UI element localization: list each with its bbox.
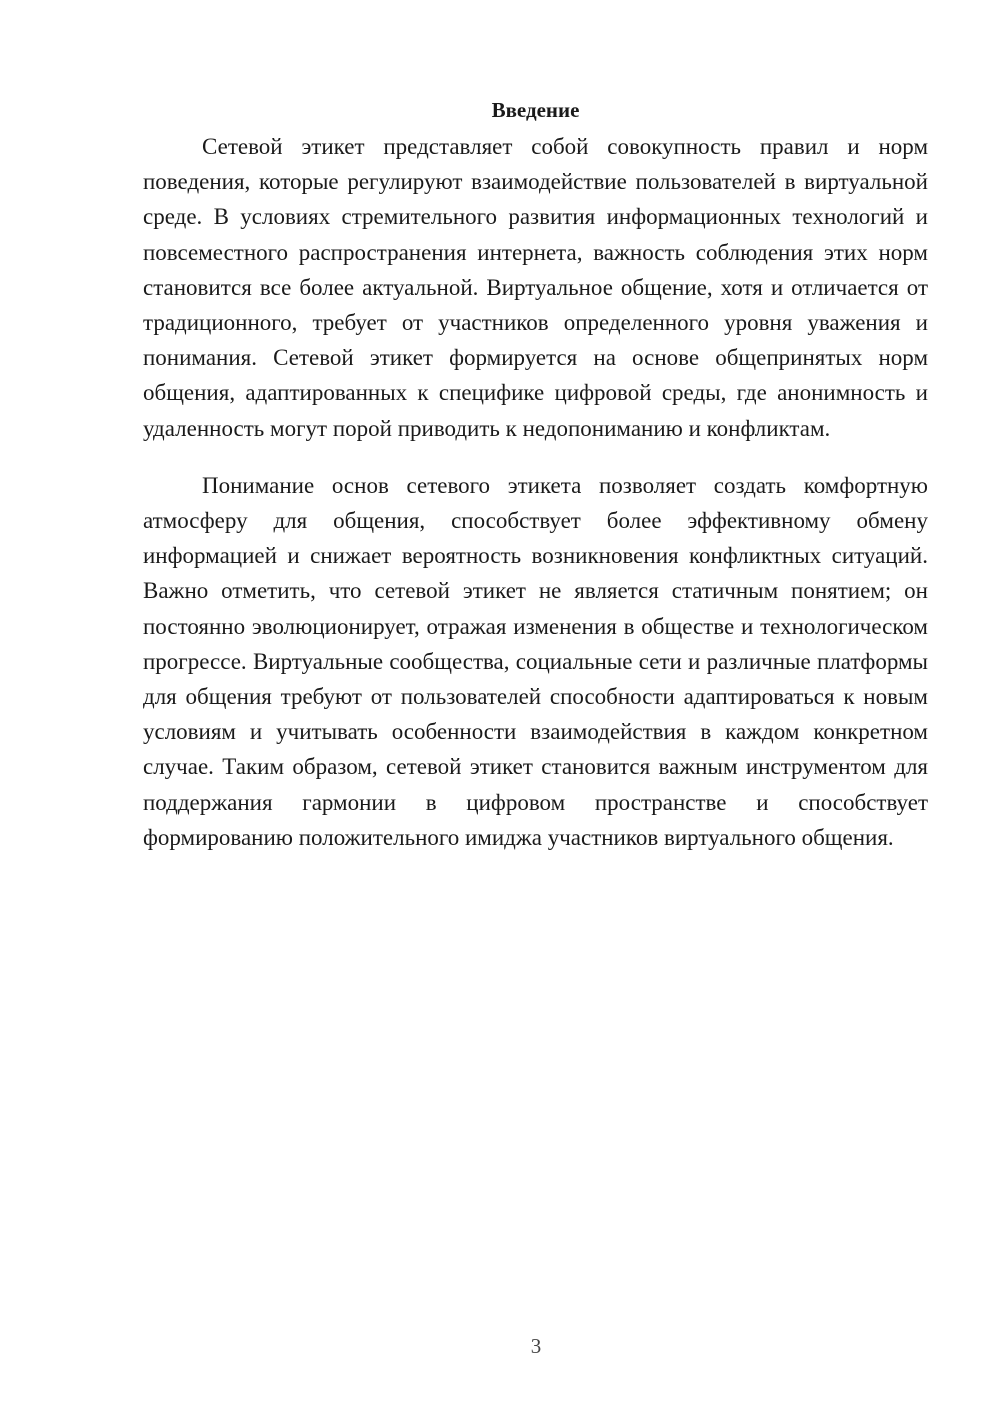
section-heading: Введение <box>491 98 580 122</box>
paragraph-1: Сетевой этикет представляет собой совокупность правил и норм поведения, которые регулируют взаимодействие пользователей в виртуальной среде. В условиях стремительного развития информационных технологий и повсеместного распространения интернета, важность соблюдения этих норм становится все более актуальной. Виртуальное общение, хотя и отличается от традиционного, требует от участников определенного уровня уважения и понимания. Сетевой этикет формируется на основе общепринятых норм общения, адаптированных к специфике цифровой среды, где анонимность и удаленность могут порой приводить к недопониманию и конфликтам. <box>143 134 928 441</box>
page-number: 3 <box>530 1334 542 1358</box>
page-content <box>143 95 928 855</box>
paragraph-2: Понимание основ сетевого этикета позволяет создать комфортную атмосферу для общения, способствует более эффективному обмену информацией и снижает вероятность возникновения конфликтных ситуаций. Важно отметить, что сетевой этикет не является статичным понятием; он постоянно эволюционирует, отражая изменения в обществе и технологическом прогрессе. Виртуальные сообщества, социальные сети и различные платформы для общения требуют от пользователей способности адаптироваться к новым условиям и учитывать особенности взаимодействия в каждом конкретном случае. Таким образом, сетевой этикет становится важным инструментом для поддержания гармонии в цифровом пространстве и способствует формированию положительного имиджа участников виртуального общения. <box>143 472 928 850</box>
